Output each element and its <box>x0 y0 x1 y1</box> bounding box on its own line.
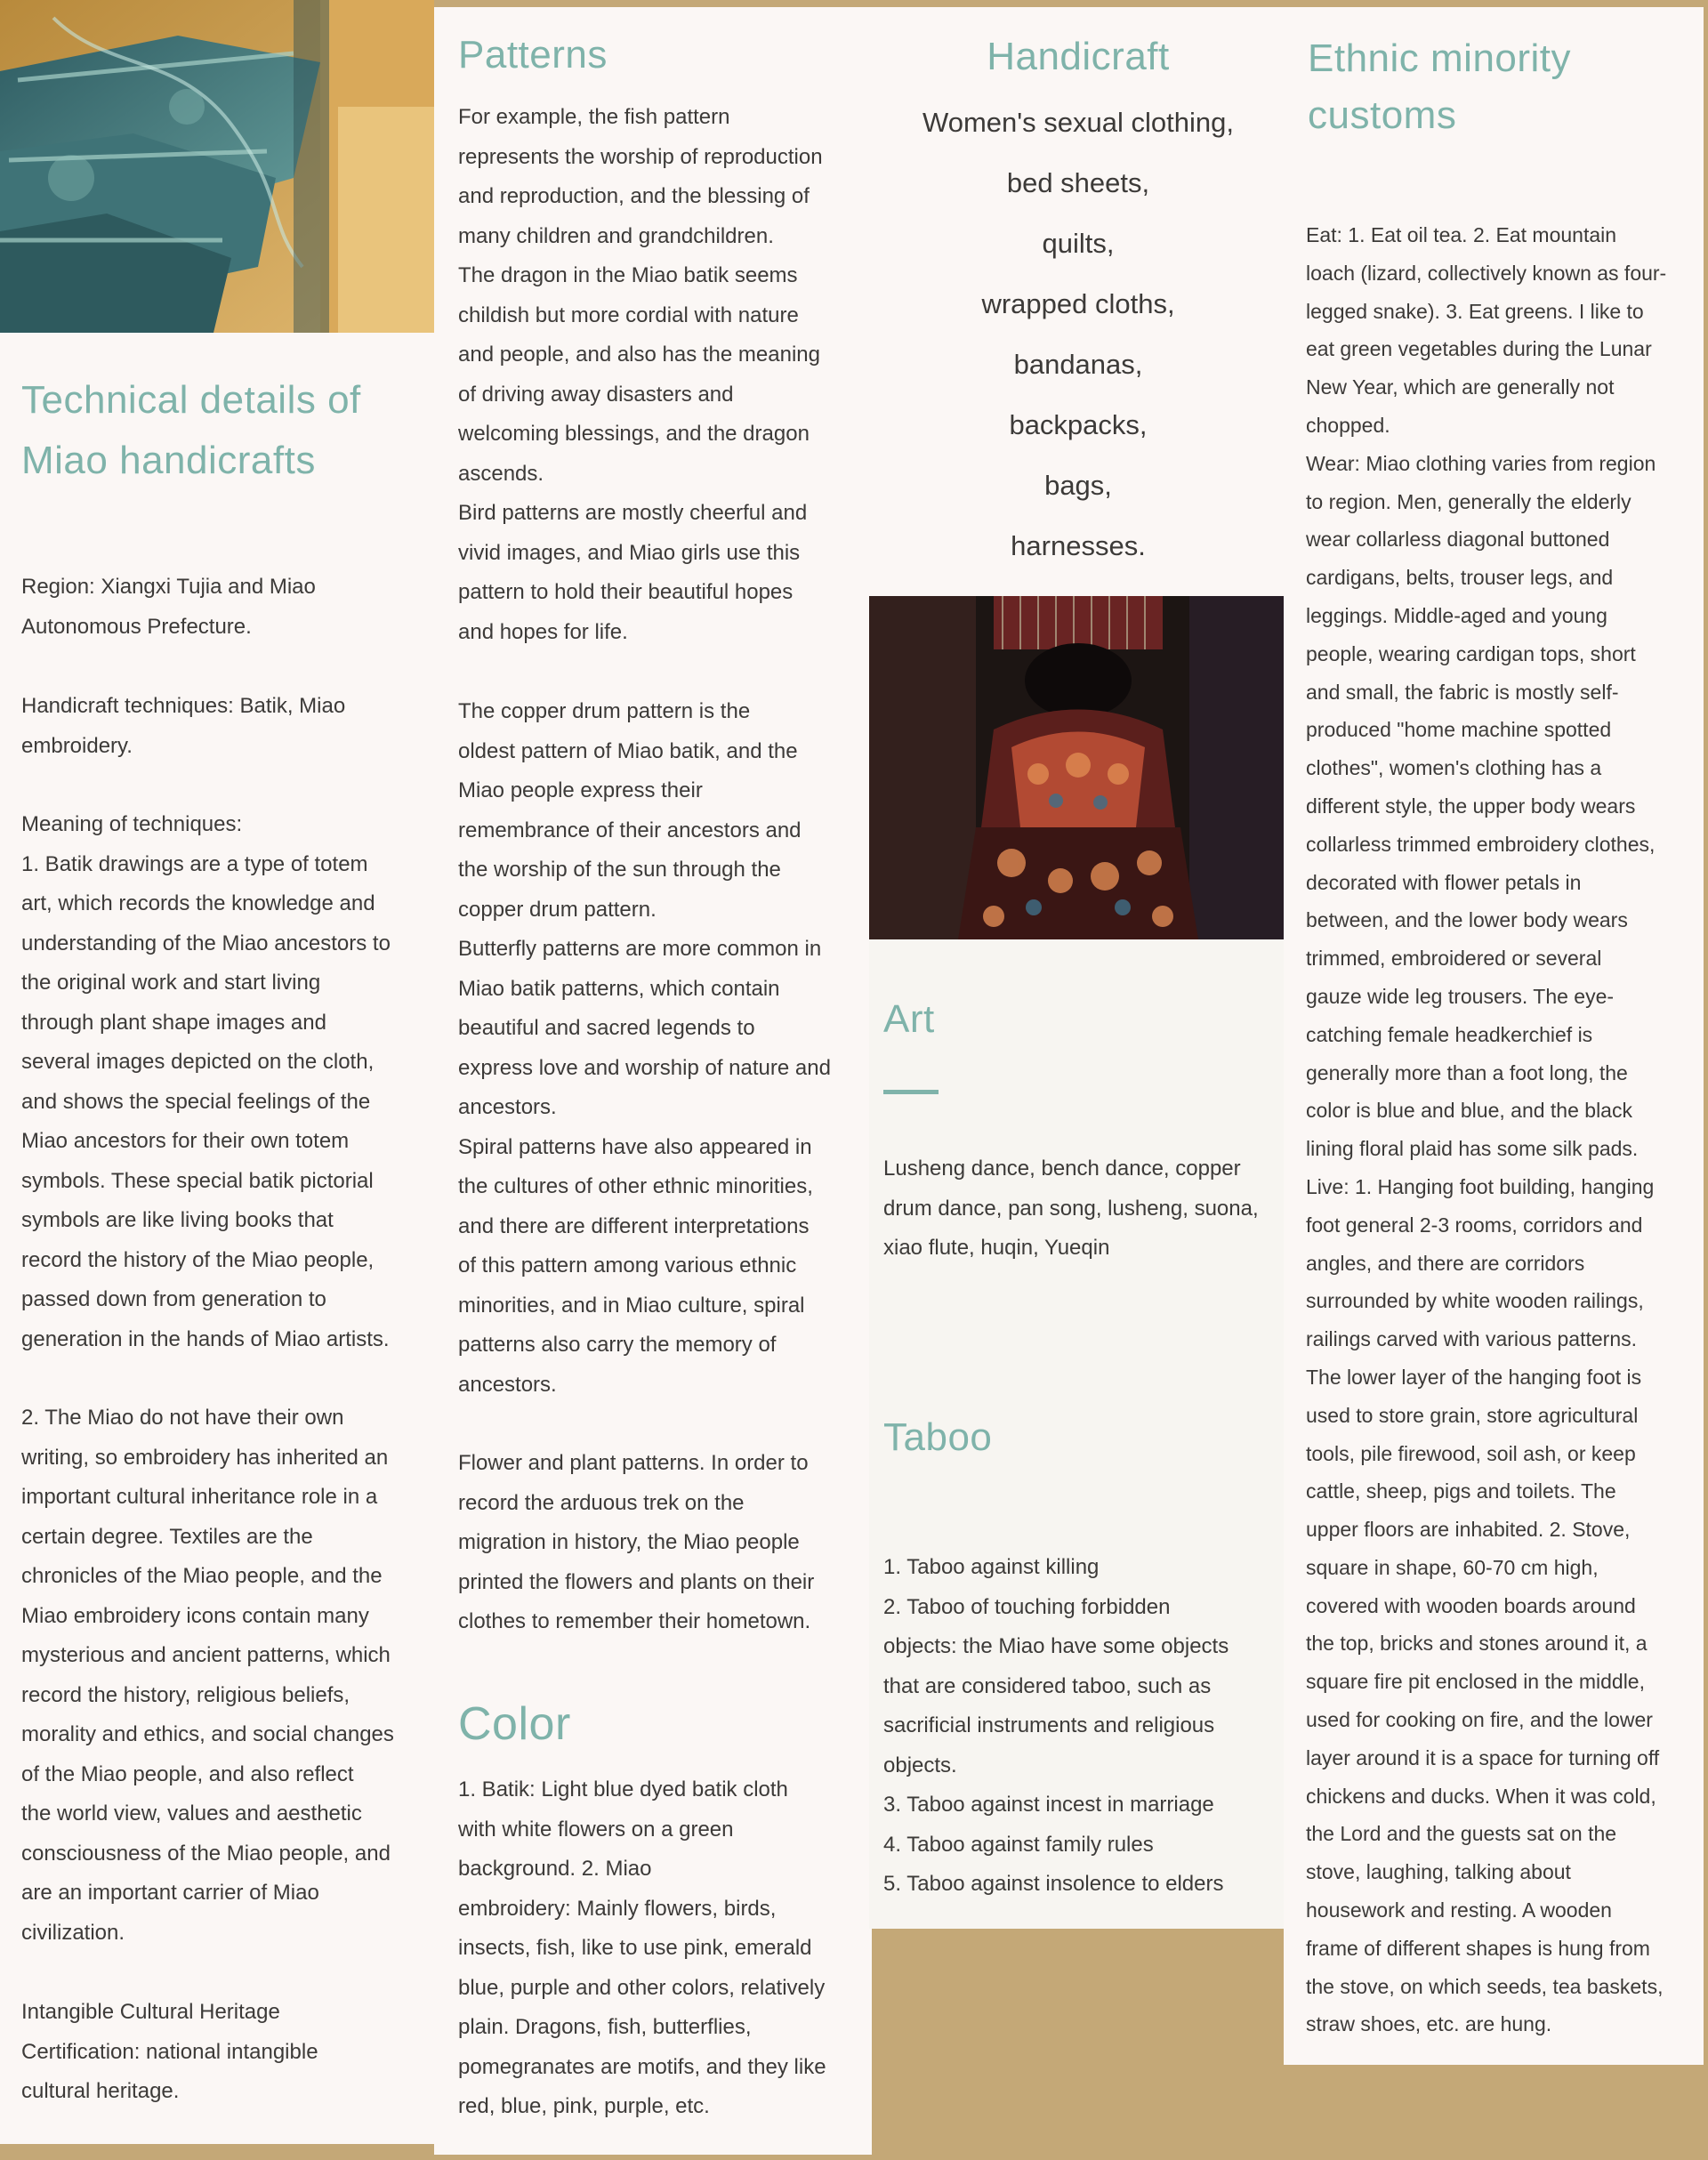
technical-details-title: Technical details of Miao handicrafts <box>21 378 361 482</box>
handicraft-item: bandanas, <box>1013 349 1143 380</box>
patterns-text-1: For example, the fish pattern represents the worship of reproduction and reproduction, and the blessing of many children and grandchildren. The dragon in the Miao batik seems childish but more cordial with nature and people, and also has the meaning of driving away disasters and welcoming blessings, and the dragon ascends. Bird patterns are mostly cheerful and vivid images, and Miao girls use this pattern to hold their beautiful hopes and hopes for life. <box>458 105 823 644</box>
region-text: Region: Xiangxi Tujia and Miao Autonomous Prefecture. <box>21 575 316 639</box>
taboo-text: 1. Taboo against killing 2. Taboo of touching forbidden objects: the Miao have some objects that are considered taboo, such as sacrificial instruments and religious objects. 3. Taboo against incest in marriage 4. Taboo against family rules 5. Taboo against insolence to elders <box>883 1555 1229 1896</box>
handicraft-list <box>872 93 1285 576</box>
techniques-text: Handicraft techniques: Batik, Miao embroidery. <box>21 694 346 758</box>
handicraft-item: wrapped cloths, <box>981 288 1175 319</box>
patterns-text-3: Flower and plant patterns. In order to record the arduous trek on the migration in history, the Miao people printed the flowers and plants on their clothes to remember their hometown. <box>458 1451 815 1633</box>
handicraft-item: Women's sexual clothing, <box>922 107 1234 138</box>
color-text: 1. Batik: Light blue dyed batik cloth with white flowers on a green background. 2. Miao embroidery: Mainly flowers, birds, insects, fish, like to use pink, emerald blue, purple and other colors, relatively plain. Dragons, fish, butterflies, pomegranates are motifs, and they like red, blue, pink, purple, etc. <box>458 1777 826 2118</box>
art-text: Lusheng dance, bench dance, copper drum dance, pan song, lusheng, suona, xiao flute, huqin, Yueqin <box>883 1157 1259 1260</box>
handicraft-item: backpacks, <box>1009 409 1148 440</box>
customs-text: Eat: 1. Eat oil tea. 2. Eat mountain loach (lizard, collectively known as four- legged snake). 3. Eat greens. I like to eat green vegetables during the Lunar New Year, which are generally not chopped. Wear: Miao clothing varies from region to region. Men, generally the elderly wear collarless diagonal buttoned cardigans, belts, trouser legs, and leggings. Middle-aged and young people, wearing cardigan tops, short and small, the fabric is mostly self- produced "home machine spotted clothes", women's clothing has a different style, the upper body wears collarless trimmed embroidery clothes, decorated with flower petals in between, and the lower body wears trimmed, embroidered or several gauze wide leg trousers. The eye- catching female headkerchief is generally more than a foot long, the color is blue and blue, and the black lining floral plaid has some silk pads. Live: 1. Hanging foot building, hanging foot general 2-3 rooms, corridors and angles, and there are corridors surrounded by white wooden railings, railings carved with various patterns. The lower layer of the hanging foot is used to store grain, store agricultural tools, pile firewood, soil ash, or keep cattle, sheep, pigs and toilets. The upper floors are inhabited. 2. Stove, square in shape, 60-70 cm high, covered with wooden boards around the top, bricks and stones around it, a square fire pit enclosed in the middle, used for cooking on fire, and the lower layer around it is a space for turning off chickens and ducks. When it was cold, the Lord and the guests sat on the stove, laughing, talking about housework and resting. A wooden frame of different shapes is hung from the stove, on which seeds, tea baskets, straw shoes, etc. are hung. <box>1306 223 1667 2036</box>
patterns-text-2: The copper drum pattern is the oldest pattern of Miao batik, and the Miao people express their remembrance of their ancestors and the worship of the sun through the copper drum pattern. Butterfly patterns are more common in Miao batik patterns, which contain beautiful and sacred legends to express love and worship of nature and ancestors. Spiral patterns have also appeared in the cultures of other ethnic minorities, and there are different interpretations of this pattern among various ethnic minorities, and in Miao culture, spiral patterns also carry the memory of ancestors. <box>458 699 831 1397</box>
stairs-illustration <box>0 0 434 333</box>
miao-costume-photo <box>869 596 1284 939</box>
color-title: Color <box>458 1698 571 1750</box>
handicraft-item: harnesses. <box>1011 530 1146 561</box>
patterns-title: Patterns <box>458 33 608 77</box>
taboo-title: Taboo <box>883 1415 993 1459</box>
ethnic-customs-title: Ethnic minority customs <box>1308 36 1572 137</box>
embroidery-text: 2. The Miao do not have their own writing, so embroidery has inherited an important cultural inheritance role in a certain degree. Textiles are the chronicles of the Miao people, and the Miao embroidery icons contain many mysterious and ancient patterns, which record the history, religious beliefs, morality and ethics, and social changes of the Miao people, and also reflect the world view, values and aesthetic consciousness of the Miao people, and are an important carrier of Miao civilization. <box>21 1406 394 1945</box>
meaning-text: Meaning of techniques: 1. Batik drawings are a type of totem art, which records the knowledge and understanding of the Miao ancestors to the original work and start living through plant shape images and several images depicted on the cloth, and shows the special feelings of the Miao ancestors for their own totem symbols. These special batik pictorial symbols are like living books that record the history of the Miao people, passed down from generation to generation in the hands of Miao artists. <box>21 812 391 1351</box>
handicraft-title: Handicraft <box>987 35 1170 78</box>
art-divider <box>883 1090 939 1094</box>
art-title: Art <box>883 997 935 1041</box>
handicraft-item: bags, <box>1044 470 1112 501</box>
costume-illustration <box>869 596 1284 939</box>
handicraft-item: quilts, <box>1042 228 1115 259</box>
stairs-photo <box>0 0 434 333</box>
handicraft-item: bed sheets, <box>1006 167 1150 198</box>
heritage-text: Intangible Cultural Heritage Certification: national intangible cultural heritage. <box>21 2000 318 2103</box>
